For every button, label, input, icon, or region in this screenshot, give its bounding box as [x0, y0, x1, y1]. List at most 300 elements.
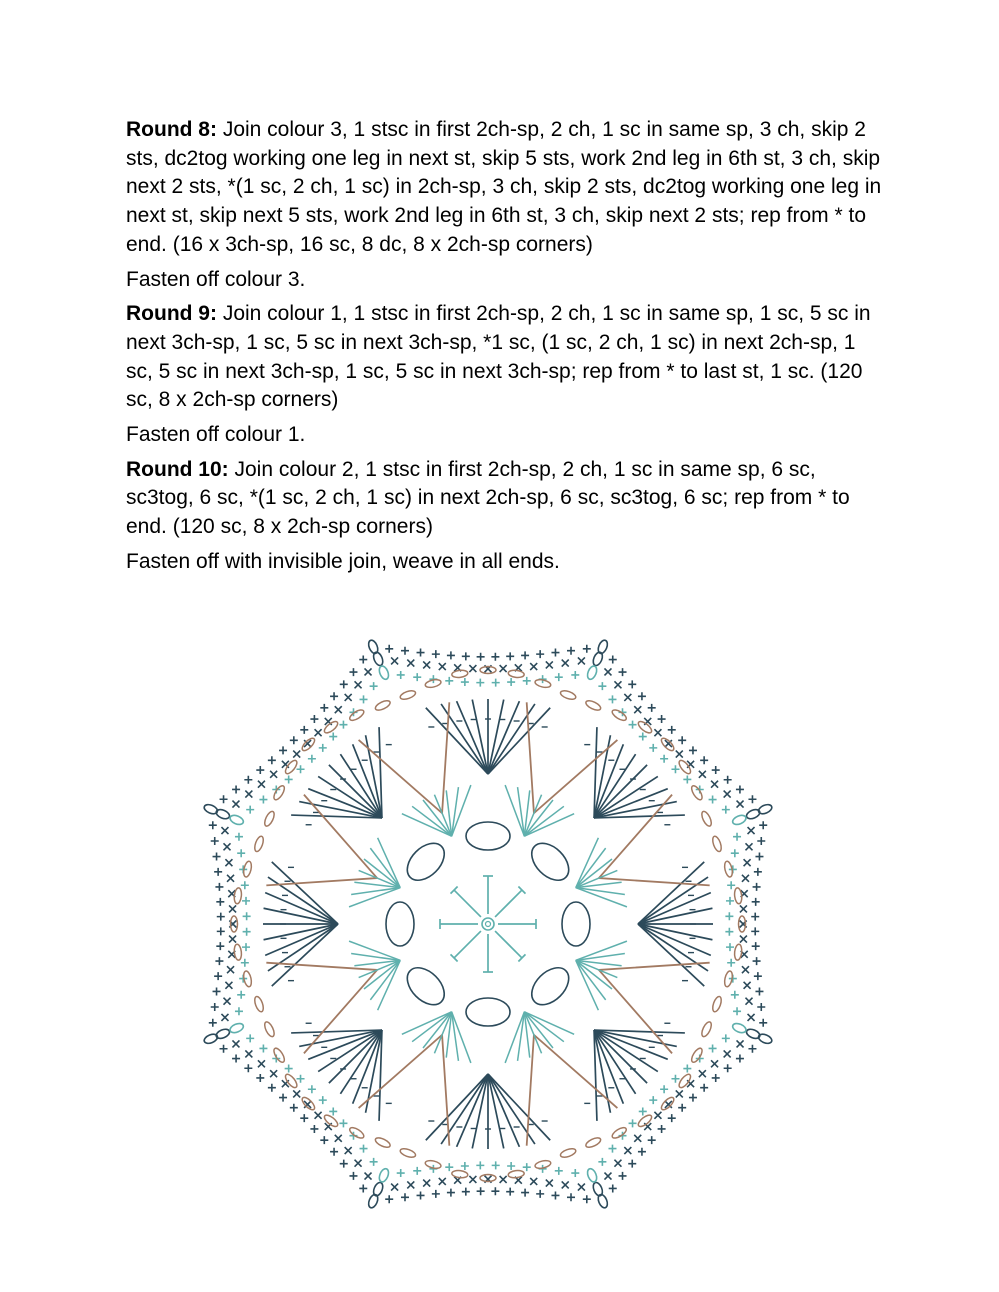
round-10-navy-stitch: [700, 756, 708, 764]
round-10-navy-stitch: [447, 651, 455, 659]
round-10-navy-stitch: [477, 653, 485, 661]
round-10-navy-stitch: [536, 650, 544, 658]
round-10-navy-inner-stitch: [711, 1060, 718, 1067]
round-9-teal-stitch: [555, 1167, 563, 1175]
round-10-navy-stitch: [551, 1191, 559, 1199]
round-10-navy-stitch: [491, 1187, 499, 1195]
round-10-navy-inner-stitch: [530, 663, 537, 670]
round-9-teal-stitch: [639, 733, 647, 741]
round-10-navy-stitch: [232, 1055, 240, 1063]
round-8-chain-loop: [611, 1126, 628, 1140]
round-9-teal-stitch: [242, 943, 250, 951]
round-10-navy-inner-stitch: [654, 1112, 661, 1119]
round-9-teal-stitch: [243, 912, 251, 920]
round-8-chain-loop: [253, 835, 265, 852]
round-10-navy-inner-corner-loop: [215, 1027, 231, 1040]
round-10-navy-inner-stitch: [229, 936, 236, 943]
round-10-navy-stitch: [521, 1189, 529, 1197]
round-10-navy-stitch: [447, 1189, 455, 1197]
round-10-navy-stitch: [256, 766, 264, 774]
round-8-chain-loop: [374, 699, 391, 712]
round-10-navy-stitch: [279, 746, 287, 754]
round-10-navy-stitch: [300, 1114, 308, 1122]
round-10-navy-inner-stitch: [742, 966, 749, 973]
round-10-navy-inner-stitch: [258, 1060, 265, 1067]
round-10-navy-inner-stitch: [724, 791, 731, 798]
round-10-navy-inner-stitch: [365, 1173, 372, 1180]
round-9-teal-stitch: [492, 679, 500, 687]
round-9-teal-stitch: [308, 1085, 316, 1093]
round-9-teal-corner-loop: [229, 814, 245, 827]
round-10-navy-inner-stitch: [224, 998, 231, 1005]
round-10-navy-stitch: [748, 795, 756, 803]
round-9-teal-stitch: [709, 1044, 717, 1052]
round-9-text: Join colour 1, 1 stsc in first 2ch-sp, 2 ch, 1 sc in same sp, 1 sc, 5 sc in next 3ch-sp, 1 sc, 5 sc in next 3ch-sp, *1 sc, (1 sc, 2 ch, 1 sc) in next 2ch-sp, 1 sc, 5 sc in next 3ch-sp, 1 sc, 5 sc in next 3ch-sp; rep from * to last st, 1 sc. (120 sc, 8 x 2ch-sp corners): [126, 302, 871, 412]
round-8-chain-loop: [348, 708, 365, 722]
round-10-navy-stitch: [712, 766, 720, 774]
round-10-navy-stitch: [268, 1084, 276, 1092]
round-8-chain-loop: [711, 995, 723, 1012]
round-10-navy-stitch: [506, 652, 514, 660]
round-10-navy-stitch: [340, 680, 348, 688]
round-8-chain-loop: [690, 784, 704, 801]
crochet-chart-diagram: [190, 632, 790, 1222]
round-10-navy-stitch: [211, 1003, 219, 1011]
round-9-teal-stitch: [242, 897, 250, 905]
round-8-chain-loop: [611, 708, 628, 722]
round-9-teal-corner-loop: [378, 1167, 391, 1183]
round-10-navy-inner-stitch: [604, 668, 611, 675]
fan-stitch: [638, 924, 704, 986]
round-10-navy-stitch: [759, 1019, 767, 1027]
round-10-navy-stitch: [752, 898, 760, 906]
round-10-navy-stitch: [310, 715, 318, 723]
round-8-chain-loop: [534, 1159, 551, 1169]
magic-ring-inner: [486, 922, 491, 927]
round-9-teal-stitch: [598, 1158, 606, 1166]
round-10-navy-stitch: [736, 785, 744, 793]
round-10-navy-inner-corner-loop: [372, 1181, 385, 1197]
round-10-navy-inner-stitch: [740, 905, 747, 912]
round-10-navy-stitch: [213, 853, 221, 861]
round-10-navy-inner-stitch: [270, 1070, 277, 1077]
round-9-teal-stitch: [639, 1107, 647, 1115]
round-10-navy-stitch: [755, 853, 763, 861]
round-10-navy-stitch: [349, 1172, 357, 1180]
round-10-navy-inner-stitch: [423, 1180, 430, 1187]
round-9-teal-stitch: [461, 678, 469, 686]
fan-stitch: [457, 1074, 488, 1147]
round-8-chain-loop: [637, 1113, 654, 1128]
round-10-navy-stitch: [214, 868, 222, 876]
round-10-navy-stitch: [232, 785, 240, 793]
round-9-heading: Round 9:: [126, 302, 217, 326]
round-10-navy-inner-stitch: [439, 1178, 446, 1185]
round-9-teal-stitch: [683, 775, 691, 783]
round-9-teal-corner-loop: [731, 1022, 747, 1035]
round-10-text: Join colour 2, 1 stsc in first 2ch-sp, 2 ch, 1 sc in same sp, 6 sc, sc3tog, 6 sc, *(1 sc, 2 ch, 1 sc) in next 2ch-sp, 6 sc, sc3tog, 6 sc; rep from * to end. (120 sc, 8 x 2ch-sp corners): [126, 457, 850, 539]
inner-petal-loop: [525, 836, 576, 887]
round-10-navy-stitch: [759, 821, 767, 829]
round-10-navy-stitch: [220, 1045, 228, 1053]
round-10-navy-stitch: [320, 704, 328, 712]
round-9-teal-stitch: [660, 755, 668, 763]
round-9-teal-stitch: [725, 912, 733, 920]
round-10-navy-inner-stitch: [634, 1135, 641, 1142]
round-8-chain-loop: [374, 1136, 391, 1149]
round-10-navy-inner-stitch: [604, 1173, 611, 1180]
round-8-chain-loop: [263, 1021, 276, 1038]
round-8-note: Fasten off colour 3.: [126, 267, 306, 291]
round-10-navy-stitch: [320, 1136, 328, 1144]
round-8-chain-loop: [585, 699, 602, 712]
round-10-navy-inner-stitch: [335, 706, 342, 713]
fan-stitch: [265, 924, 338, 955]
round-9-teal-stitch: [733, 833, 741, 841]
round-10-navy-inner-stitch: [423, 661, 430, 668]
round-10-navy-inner-stitch: [224, 843, 231, 850]
round-10-navy-inner-stitch: [245, 791, 252, 798]
round-10-navy-inner-stitch: [270, 771, 277, 778]
round-9-teal-stitch: [319, 1096, 327, 1104]
round-10-navy-inner-stitch: [225, 859, 232, 866]
round-8-chain-loop: [723, 861, 733, 878]
round-10-navy-inner-stitch: [748, 827, 755, 834]
round-10-navy-inner-stitch: [676, 751, 683, 758]
round-9-teal-stitch: [726, 943, 734, 951]
round-10-navy-inner-stitch: [315, 729, 322, 736]
round-8-chain-loop: [231, 916, 238, 932]
round-10-navy-stitch: [213, 987, 221, 995]
round-9-teal-stitch: [308, 755, 316, 763]
round-10-navy-inner-stitch: [469, 1176, 476, 1183]
round-10-navy-stitch: [628, 1160, 636, 1168]
round-9-teal-stitch: [571, 671, 579, 679]
round-8-chain-loop: [272, 1047, 286, 1064]
fan-stitch: [594, 1030, 647, 1083]
round-9-teal-stitch: [329, 733, 337, 741]
fan-stitch: [594, 765, 647, 818]
round-10-navy-stitch: [268, 756, 276, 764]
round-10-navy-inner-stitch: [546, 1180, 553, 1187]
round-10-navy-stitch: [401, 647, 409, 655]
round-8-chain-loop: [677, 759, 692, 776]
round-10-navy-inner-stitch: [699, 1070, 706, 1077]
round-10-heading: Round 10:: [126, 457, 229, 481]
fan-stitch: [638, 924, 711, 955]
round-9-teal-stitch: [445, 1163, 453, 1171]
round-9-teal-stitch: [241, 881, 249, 889]
round-9-teal-stitch: [360, 1145, 368, 1153]
round-10-navy-stitch: [330, 692, 338, 700]
round-10-navy-stitch: [209, 821, 217, 829]
round-10-navy-stitch: [244, 776, 252, 784]
round-8-chain-loop: [242, 861, 252, 878]
round-10-navy-inner-stitch: [737, 1040, 744, 1047]
round-10-navy-inner-stitch: [227, 966, 234, 973]
round-9-teal-stitch: [725, 928, 733, 936]
round-10-navy-stitch: [432, 1190, 440, 1198]
round-10-navy-stitch: [755, 987, 763, 995]
round-10-navy-stitch: [279, 1094, 287, 1102]
round-9-teal-stitch: [397, 671, 405, 679]
round-10-navy-inner-corner-loop: [215, 808, 231, 821]
round-9-teal-stitch: [285, 775, 293, 783]
round-9-teal-corner-loop: [731, 814, 747, 827]
inner-petal-loop: [400, 961, 451, 1012]
fan-stitch: [488, 1074, 550, 1140]
round-10-navy-stitch: [736, 1055, 744, 1063]
inner-petal-loop: [466, 998, 510, 1026]
round-9-teal-stitch: [445, 677, 453, 685]
round-9-teal-corner-loop: [586, 1167, 599, 1183]
round-9-teal-stitch: [413, 1167, 421, 1175]
round-10-navy-stitch: [462, 652, 470, 660]
round-10-navy-stitch: [506, 1188, 514, 1196]
round-9-teal-stitch: [339, 1119, 347, 1127]
inner-petal-loop: [400, 836, 451, 887]
round-9-teal-stitch: [241, 959, 249, 967]
round-8-chain-loop: [425, 678, 442, 688]
round-10-navy-stitch: [215, 957, 223, 965]
round-10-navy-stitch: [658, 715, 666, 723]
round-10-navy-stitch: [290, 1104, 298, 1112]
round-10-navy-stitch: [300, 726, 308, 734]
pattern-instructions: [126, 116, 886, 583]
round-10-navy-stitch: [678, 1104, 686, 1112]
round-10-navy-stitch: [609, 656, 617, 664]
round-10-navy-stitch: [462, 1188, 470, 1196]
round-10-navy-inner-corner-loop: [745, 1027, 761, 1040]
round-9-teal-stitch: [523, 677, 531, 685]
round-10-navy-inner-stitch: [562, 1181, 569, 1188]
round-10-navy-inner-stitch: [355, 1160, 362, 1167]
round-10-navy-inner-corner-loop: [591, 1181, 604, 1197]
round-9-teal-stitch: [237, 991, 245, 999]
round-10-navy-inner-stitch: [742, 875, 749, 882]
round-10-navy-inner-corner-loop: [745, 808, 761, 821]
round-10-navy-stitch: [417, 649, 425, 657]
round-10-navy-inner-stitch: [355, 681, 362, 688]
round-10-navy-stitch: [385, 1195, 393, 1203]
round-9-teal-stitch: [709, 796, 717, 804]
round-8-chain-loop: [739, 916, 746, 932]
round-8-instruction: [126, 116, 886, 260]
round-10-navy-stitch: [330, 1148, 338, 1156]
round-10-navy-inner-stitch: [624, 694, 631, 701]
round-9-teal-stitch: [733, 1007, 741, 1015]
round-8-chain-loop: [323, 719, 340, 734]
round-9-teal-stitch: [246, 1034, 254, 1042]
round-10-navy-inner-stitch: [469, 665, 476, 672]
round-10-navy-stitch: [214, 972, 222, 980]
fan-stitch: [426, 708, 488, 774]
round-9-teal-stitch: [235, 833, 243, 841]
round-10-navy-inner-stitch: [232, 801, 239, 808]
round-10-navy-stitch: [751, 927, 759, 935]
round-8-chain-loop: [253, 995, 265, 1012]
round-9-teal-stitch: [671, 765, 679, 773]
round-10-navy-stitch: [217, 927, 225, 935]
fan-stitch: [488, 701, 519, 774]
round-10-navy-stitch: [648, 1136, 656, 1144]
round-10-navy-stitch: [217, 913, 225, 921]
round-10-navy-inner-stitch: [407, 660, 414, 667]
round-8-chain-loop: [323, 1113, 340, 1128]
magic-ring: [482, 918, 494, 930]
round-9-teal-stitch: [370, 682, 378, 690]
inner-petal-loop: [466, 822, 510, 850]
round-10-navy-stitch: [567, 1193, 575, 1201]
round-9-teal-corner-loop: [229, 1022, 245, 1035]
round-10-navy-stitch: [536, 1190, 544, 1198]
round-9-teal-stitch: [237, 849, 245, 857]
round-10-navy-stitch: [209, 1019, 217, 1027]
round-9-teal-stitch: [629, 1119, 637, 1127]
round-8-chain-loop: [399, 689, 416, 701]
round-8-chain-loop: [283, 759, 298, 776]
round-10-navy-inner-stitch: [748, 1014, 755, 1021]
round-9-teal-stitch: [413, 673, 421, 681]
round-10-navy-inner-stitch: [530, 1178, 537, 1185]
round-9-teal-stitch: [297, 765, 305, 773]
round-9-teal-stitch: [608, 695, 616, 703]
round-9-teal-stitch: [671, 1075, 679, 1083]
round-10-navy-inner-stitch: [624, 1147, 631, 1154]
round-9-teal-stitch: [259, 1044, 267, 1052]
fan-stitch: [272, 862, 338, 924]
round-10-navy-stitch: [628, 680, 636, 688]
round-9-teal-stitch: [492, 1161, 500, 1169]
round-9-teal-stitch: [319, 744, 327, 752]
round-10-navy-inner-stitch: [227, 875, 234, 882]
round-10-navy-stitch: [417, 1191, 425, 1199]
round-10-navy-stitch: [757, 837, 765, 845]
round-10-navy-inner-stitch: [740, 936, 747, 943]
inner-petal-loop: [525, 961, 576, 1012]
round-10-navy-inner-stitch: [365, 668, 372, 675]
round-10-navy-stitch: [551, 649, 559, 657]
round-9-teal-stitch: [339, 721, 347, 729]
round-10-navy-stitch: [751, 913, 759, 921]
round-9-teal-stitch: [649, 1096, 657, 1104]
round-10-note: Fasten off with invisible join, weave in all ends.: [126, 549, 560, 573]
fan-stitch: [488, 708, 550, 774]
round-9-teal-stitch: [571, 1169, 579, 1177]
round-10-navy-stitch: [290, 736, 298, 744]
inner-petal-loop: [386, 902, 414, 946]
round-10-navy-inner-stitch: [225, 982, 232, 989]
round-10-navy-stitch: [220, 795, 228, 803]
round-9-teal-stitch: [731, 849, 739, 857]
round-10-navy-inner-stitch: [245, 1050, 252, 1057]
fan-stitch: [457, 701, 488, 774]
round-10-navy-stitch: [753, 883, 761, 891]
round-10-navy-stitch: [724, 776, 732, 784]
round-8-chain-loop: [242, 970, 252, 987]
round-10-navy-inner-corner-loop: [372, 651, 385, 667]
round-10-navy-inner-stitch: [345, 1147, 352, 1154]
round-9-teal-stitch: [507, 1162, 515, 1170]
center-spoke: [454, 890, 481, 917]
fan-stitch: [329, 1030, 382, 1083]
round-10-navy-inner-stitch: [744, 859, 751, 866]
round-9-teal-corner-loop: [586, 665, 599, 681]
round-8-chain-loop: [425, 1159, 442, 1169]
round-10-instruction: [126, 456, 886, 542]
round-10-navy-inner-stitch: [221, 827, 228, 834]
round-10-navy-stitch: [401, 1193, 409, 1201]
round-9-teal-stitch: [476, 679, 484, 687]
round-10-navy-inner-stitch: [439, 663, 446, 670]
round-9-teal-stitch: [608, 1145, 616, 1153]
round-10-navy-stitch: [724, 1064, 732, 1072]
round-8-chain-loop: [700, 1021, 713, 1038]
round-10-navy-stitch: [359, 1184, 367, 1192]
round-10-navy-stitch: [432, 650, 440, 658]
center-spoke: [495, 931, 522, 958]
round-8-chain-loop: [559, 689, 576, 701]
round-10-navy-stitch: [668, 726, 676, 734]
round-10-navy-inner-stitch: [578, 1184, 585, 1191]
round-10-navy-stitch: [678, 736, 686, 744]
round-10-navy-stitch: [700, 1084, 708, 1092]
inner-petal-loop: [562, 902, 590, 946]
round-10-navy-stitch: [754, 868, 762, 876]
round-8-chain-loop: [585, 1136, 602, 1149]
round-10-navy-stitch: [256, 1074, 264, 1082]
center-spoke: [495, 890, 522, 917]
round-10-navy-inner-stitch: [737, 801, 744, 808]
round-10-navy-inner-stitch: [654, 729, 661, 736]
round-10-navy-inner-stitch: [745, 998, 752, 1005]
round-10-navy-inner-stitch: [391, 1184, 398, 1191]
round-8-chain-loop: [480, 1175, 496, 1182]
round-9-teal-stitch: [507, 678, 515, 686]
round-9-teal-stitch: [329, 1107, 337, 1115]
round-9-instruction: [126, 300, 886, 415]
round-10-navy-stitch: [689, 746, 697, 754]
round-8-heading: Round 8:: [126, 118, 217, 141]
round-10-navy-inner-stitch: [578, 657, 585, 664]
round-10-navy-inner-stitch: [407, 1181, 414, 1188]
round-9-teal-stitch: [683, 1065, 691, 1073]
round-10-navy-stitch: [215, 883, 223, 891]
round-10-navy-inner-stitch: [546, 661, 553, 668]
round-8-chain-loop: [283, 1073, 298, 1090]
round-10-navy-inner-stitch: [229, 905, 236, 912]
fan-stitch: [329, 765, 382, 818]
round-8-chain-loop: [263, 810, 276, 827]
round-10-navy-inner-stitch: [724, 1050, 731, 1057]
round-10-navy-stitch: [658, 1125, 666, 1133]
round-10-navy-inner-stitch: [745, 843, 752, 850]
fan-stitch: [272, 924, 338, 986]
round-10-navy-stitch: [211, 837, 219, 845]
round-10-navy-stitch: [583, 1195, 591, 1203]
round-10-navy-inner-stitch: [335, 1135, 342, 1142]
round-9-teal-stitch: [722, 806, 730, 814]
round-10-navy-stitch: [216, 898, 224, 906]
round-9-teal-stitch: [360, 695, 368, 703]
center-spoke: [454, 931, 481, 958]
round-10-navy-inner-stitch: [391, 657, 398, 664]
round-10-navy-stitch: [668, 1114, 676, 1122]
round-10-navy-inner-stitch: [293, 1090, 300, 1097]
round-10-navy-stitch: [754, 972, 762, 980]
round-10-navy-stitch: [609, 1184, 617, 1192]
round-10-navy-inner-stitch: [699, 771, 706, 778]
